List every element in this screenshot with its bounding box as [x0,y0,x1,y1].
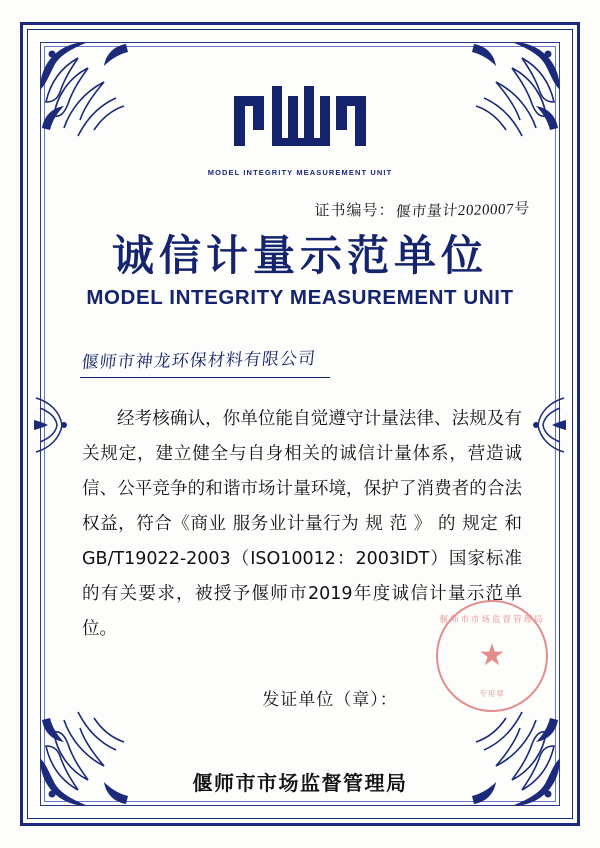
recipient-row [60,346,540,376]
issuer-label: 发证单位（章）： [262,690,398,711]
certificate-number-row [60,199,540,220]
recipient-underline [80,377,330,378]
certificate-number-value: 偃市量计2020007号 [395,201,531,221]
certificate-title-en: MODEL INTEGRITY MEASUREMENT UNIT [86,286,514,310]
logo-block [60,60,540,177]
certificate-body-paragraph: 经考核确认，你单位能自觉遵守计量法律、法规及有关规定，建立健全与自身相关的诚信计量体系，营造诚信、公平竞争的和谐市场计量环境，保护了消费者的合法权益，符合《商业 服务业计量行为 规 范 》 的 规定 和 GB/T19022-2003（ISO10012：2003IDT）国家标准的有关要求，被授予偃师市2019年度诚信计量示范单位。 [82,409,522,640]
issuing-organization: 偃师市市场监督管理局 [192,771,408,795]
seal-bottom-text: 专用章 [479,689,505,698]
mium-monogram-logo-icon [230,78,370,156]
logo-caption: MODEL INTEGRITY MEASUREMENT UNIT [207,168,393,177]
seal-top-text: 偃师市市场监督管理局 [439,615,545,625]
recipient-name: 偃师市神龙环保材料有限公司 [80,349,318,373]
five-point-star-icon: ★ [478,639,506,672]
certificate-number-label: 证书编号： [314,201,395,219]
certificate-title-cn: 诚信计量示范单位 [111,231,488,280]
official-seal [436,600,548,712]
